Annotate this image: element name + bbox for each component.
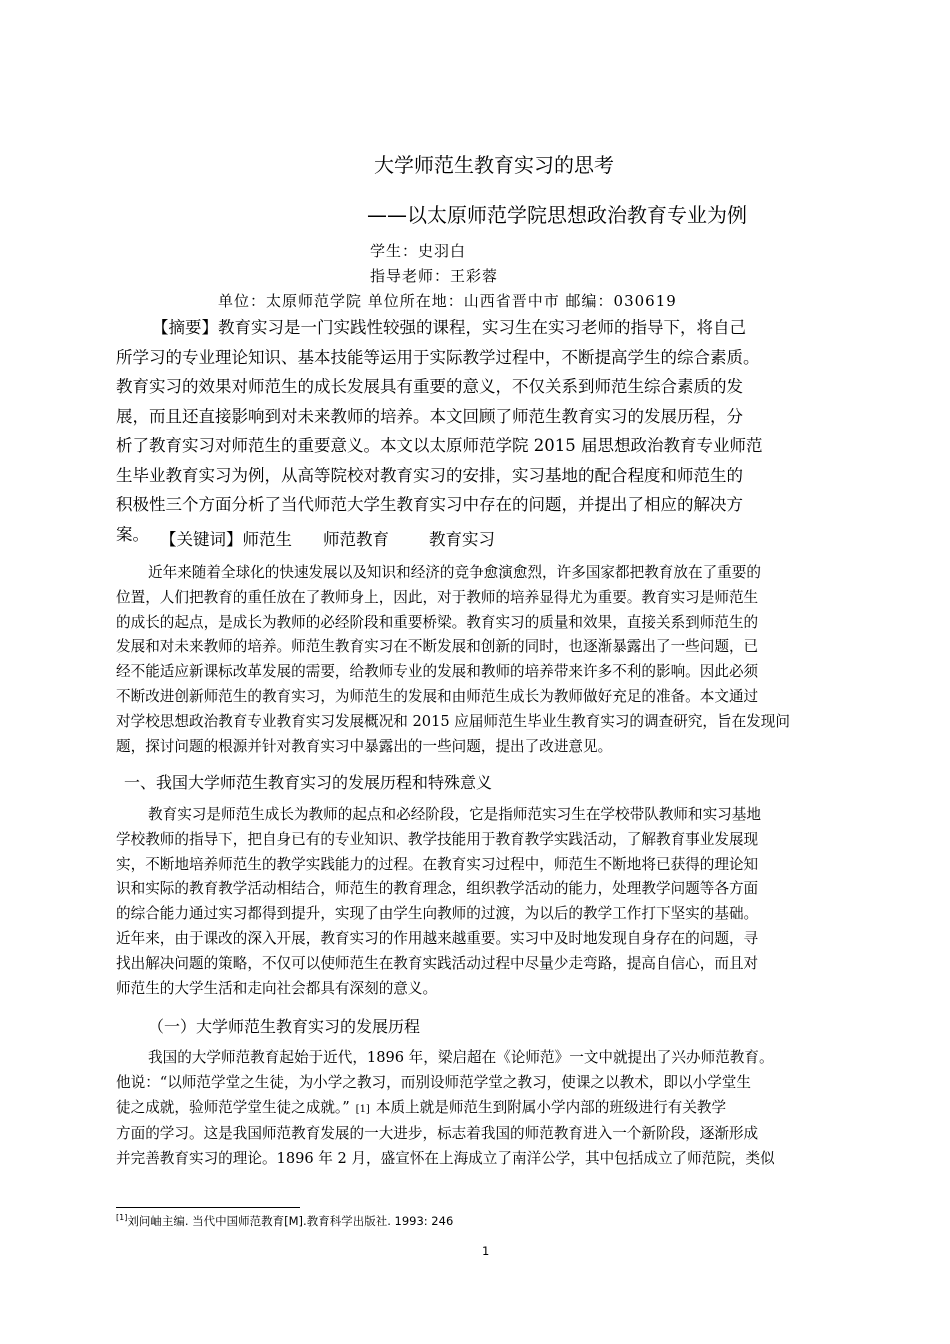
paragraph-line: 对学校思想政治教育专业教育实习发展概况和 2015 应届师范生毕业生教育实习的调查研究，旨在发现问 xyxy=(116,712,790,730)
paragraph-line: 学校教师的指导下，把自身已有的专业知识、教学技能用于教育教学实践活动，了解教育事业发展现 xyxy=(116,830,759,848)
paragraph-line: 位置，人们把教育的重任放在了教师身上，因此，对于教师的培养显得尤为重要。教育实习是师范生 xyxy=(116,588,759,606)
paragraph-line: 教育实习是师范生成长为教师的起点和必经阶段，它是指师范实习生在学校带队教师和实习基地 xyxy=(148,806,761,823)
footnote-text: 刘问岫主编. 当代中国师范教育[M].教育科学出版社. 1993: 246 xyxy=(127,1214,454,1228)
keywords-label: 【关键词】 xyxy=(160,530,243,549)
advisor-line: 指导老师：王彩蓉 xyxy=(370,267,499,285)
paragraph-line: 他说：“以师范学堂之生徒，为小学之教习，而别设师范学堂之教习，使课之以教术，即以小学堂生 xyxy=(116,1073,751,1091)
footnote-separator xyxy=(116,1207,300,1208)
abstract-line: 积极性三个方面分析了当代师范大学生教育实习中存在的问题，并提出了相应的解决方 xyxy=(116,495,743,514)
keywords xyxy=(160,526,495,550)
page-title: 大学师范生教育实习的思考 xyxy=(374,153,614,177)
student-line: 学生：史羽白 xyxy=(370,242,467,260)
paragraph-line: 我国的大学师范教育起始于近代，1896 年，梁启超在《论师范》一文中就提出了兴办师范教育。 xyxy=(148,1049,774,1066)
paragraph-line: 方面的学习。这是我国师范教育发展的一大进步，标志着我国的师范教育进入一个新阶段，逐渐形成 xyxy=(116,1125,759,1143)
intro-paragraph xyxy=(116,561,856,759)
paragraph-line: 发展和对未来教师的培养。师范生教育实习在不断发展和创新的同时，也逐渐暴露出了一些问题，已 xyxy=(116,638,759,656)
abstract-line: 所学习的专业理论知识、基本技能等运用于实际教学过程中，不断提高学生的综合素质。 xyxy=(116,347,760,367)
section-heading: 一、我国大学师范生教育实习的发展历程和特殊意义 xyxy=(124,773,493,792)
footnote-mark: [1] xyxy=(116,1213,128,1223)
paragraph-line: 不断改进创新师范生的教育实习，为师范生的发展和由师范生成长为教师做好充足的准备。本文通过 xyxy=(116,687,759,705)
paragraph-line: 并完善教育实习的理论。1896 年 2 月，盛宣怀在上海成立了南洋公学，其中包括成立了师范院，类似 xyxy=(116,1150,775,1168)
footnote xyxy=(116,1213,453,1229)
abstract-line: 析了教育实习对师范生的重要意义。本文以太原师范学院 2015 届思想政治教育专业师范 xyxy=(116,436,763,455)
abstract xyxy=(116,313,856,549)
keyword: 师范教育 xyxy=(323,530,389,549)
page-number: 1 xyxy=(482,1244,490,1258)
paragraph-line: 识和实际的教育教学活动相结合，师范生的教育理念，组织教学活动的能力，处理教学问题等各方面 xyxy=(116,880,759,898)
page-subtitle: ——以太原师范学院思想政治教育专业为例 xyxy=(367,203,747,227)
paragraph-line: 师范生的大学生活和走向社会都具有深刻的意义。 xyxy=(116,979,438,997)
paragraph-line: 徒之成就，验师范学堂生徒之成就。” [1] 本质上就是师范生到附属小学内部的班级进行有关教学 xyxy=(116,1098,727,1116)
paragraph-line: 近年来，由于课改的深入开展，教育实习的作用越来越重要。实习中及时地发现自身存在的问题，寻 xyxy=(116,929,759,947)
subsection-heading: （一）大学师范生教育实习的发展历程 xyxy=(148,1017,421,1036)
abstract-line: 案。 xyxy=(116,524,149,544)
abstract-line: 展，而且还直接影响到对未来教师的培养。本文回顾了师范生教育实习的发展历程，分 xyxy=(116,406,743,426)
paragraph-line: 实，不断地培养师范生的教学实践能力的过程。在教育实习过程中，师范生不断地将已获得的理论知 xyxy=(116,855,759,873)
keyword: 师范生 xyxy=(242,530,292,549)
abstract-label: 【摘要】 xyxy=(152,318,218,337)
paragraph-line: 题，探讨问题的根源并针对教育实习中暴露出的一些问题，提出了改进意见。 xyxy=(116,737,613,755)
paragraph-line: 经不能适应新课标改革发展的需要，给教师专业的发展和教师的培养带来许多不利的影响。因此必须 xyxy=(116,663,759,681)
abstract-line: 【摘要】教育实习是一门实践性较强的课程，实习生在实习老师的指导下，将自己 xyxy=(152,318,746,337)
section1-paragraph xyxy=(116,803,856,1001)
paragraph-line: 找出解决问题的策略，不仅可以使师范生在教育实践活动过程中尽量少走弯路，提高自信心，而且对 xyxy=(116,954,759,972)
paragraph-line: 的综合能力通过实习都得到提升，实现了由学生向教师的过渡，为以后的教学工作打下坚实的基础。 xyxy=(116,905,759,923)
unit-line: 单位：太原师范学院 单位所在地：山西省晋中市 邮编：030619 xyxy=(218,292,677,310)
subsection1-paragraph xyxy=(116,1046,856,1172)
paragraph-line: 近年来随着全球化的快速发展以及知识和经济的竞争愈演愈烈，许多国家都把教育放在了重要的 xyxy=(148,564,761,581)
abstract-line: 教育实习的效果对师范生的成长发展具有重要的意义，不仅关系到师范生综合素质的发 xyxy=(116,377,743,396)
paragraph-line: 的成长的起点，是成长为教师的必经阶段和重要桥梁。教育实习的质量和效果，直接关系到师范生的 xyxy=(116,613,759,631)
footnote-reference[interactable]: [1] xyxy=(355,1103,370,1115)
keyword: 教育实习 xyxy=(429,530,495,549)
abstract-line: 生毕业教育实习为例，从高等院校对教育实习的安排，实习基地的配合程度和师范生的 xyxy=(116,465,743,485)
